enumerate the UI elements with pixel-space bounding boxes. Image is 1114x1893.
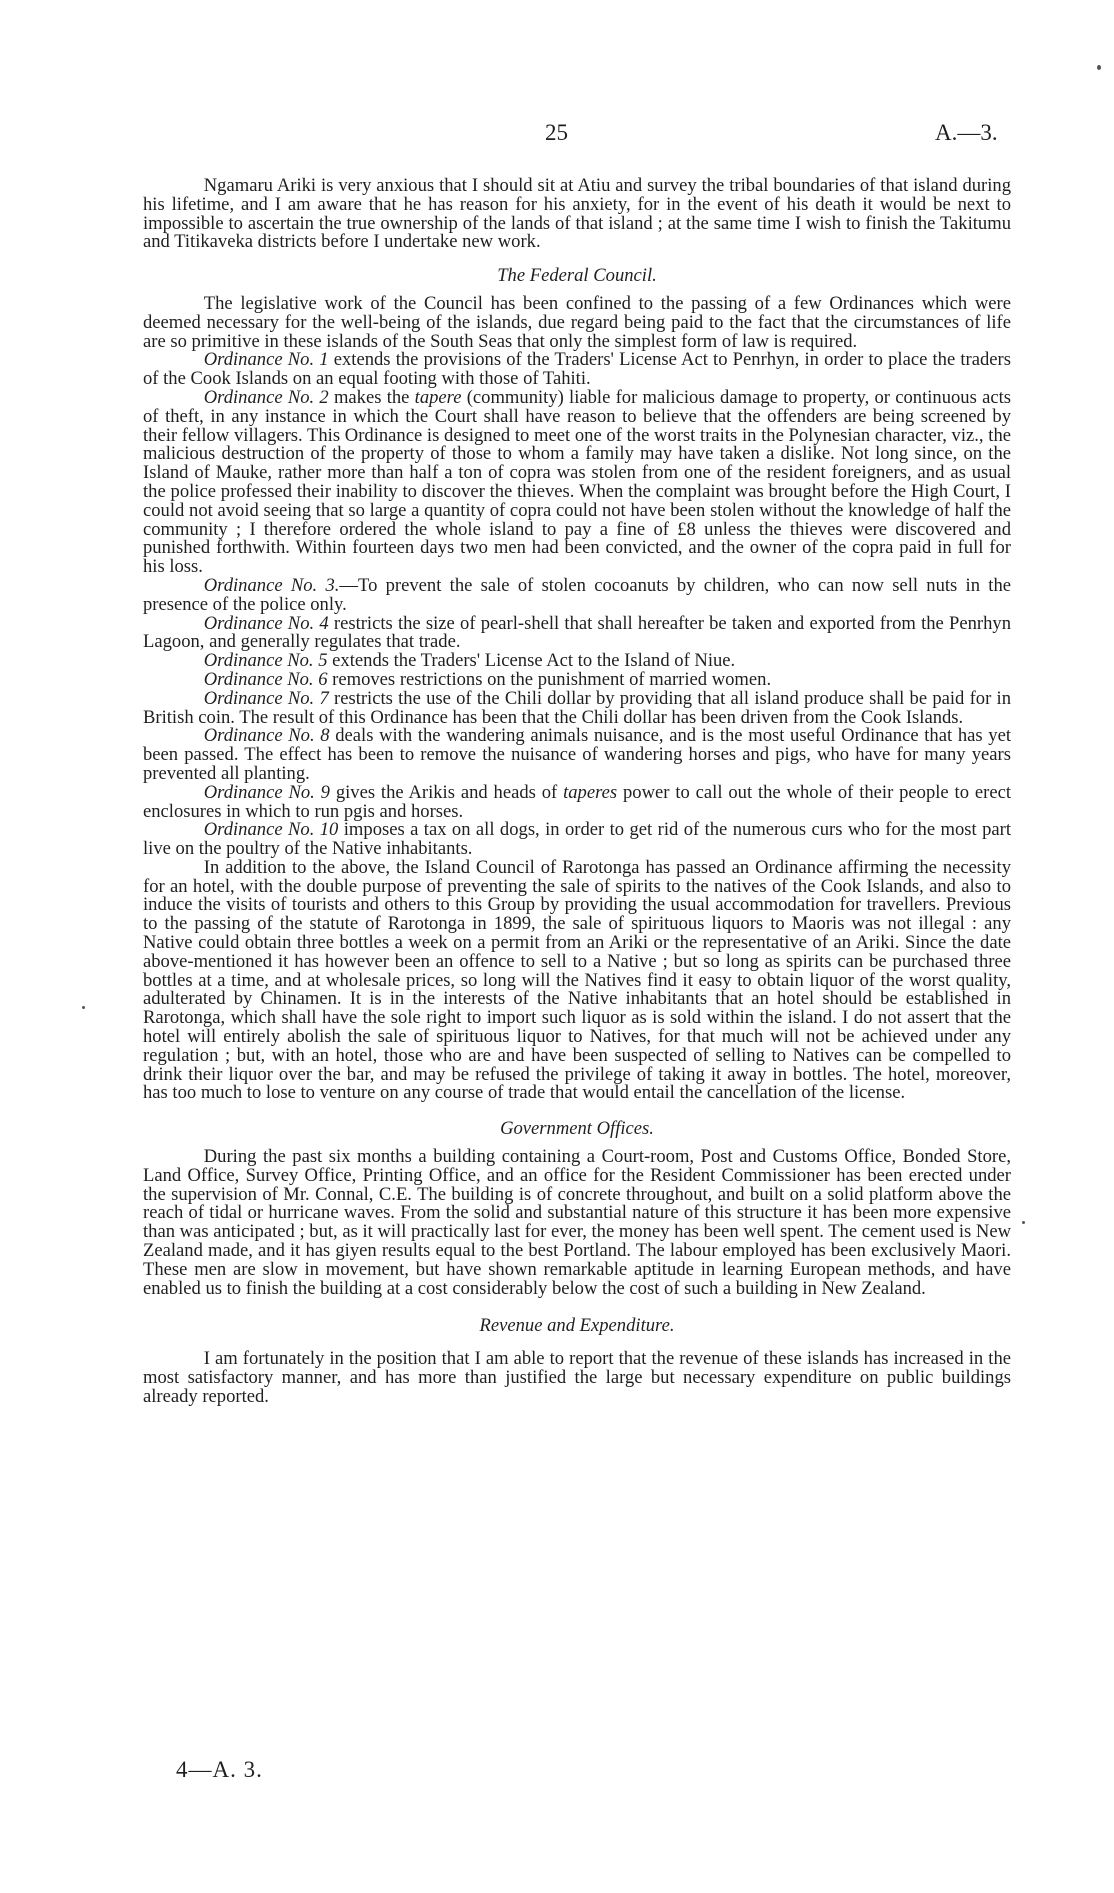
ordinance-8-label: Ordinance No. 8 <box>203 725 330 747</box>
document-reference: A.—3. <box>935 120 998 145</box>
ordinance-10-label: Ordinance No. 10 <box>203 819 339 841</box>
ordinance-2-label: Ordinance No. 2 <box>203 386 329 408</box>
ordinance-9-text-b: power to call out the whole of their people to erect enclosures in which to run pgis and horses. <box>143 781 1011 822</box>
paragraph-ordinance-3 <box>143 574 1011 615</box>
ordinance-2-tapere: tapere <box>414 386 462 408</box>
ordinance-6-text: removes restrictions on the punishment of married women. <box>327 668 772 690</box>
paragraph-ordinance-7 <box>143 687 1011 728</box>
section-heading-government-offices: Government Offices. <box>500 1118 654 1140</box>
ordinance-1-text: extends the provisions of the Traders' License Act to Penrhyn, in order to place the traders of the Cook Islands on an equal footing with those of Tahiti. <box>143 349 1011 390</box>
paragraph-legislative-work: The legislative work of the Council has been confined to the passing of a few Ordinances which were deemed necessary for the well-being of the islands, due regard being paid to the fact that the circumstances of life are so primitive in these islands of the South Seas that only the simplest form of law is required. <box>143 292 1011 352</box>
paragraph-revenue: I am fortunately in the position that I am able to report that the revenue of these islands has increased in the most satisfactory manner, and has more than justified the large but necessary expenditure on public buildings already reported. <box>143 1348 1011 1407</box>
ordinance-3-text: —To prevent the sale of stolen cocoanuts by children, who can now sell nuts in the presence of the police only. <box>143 574 1011 615</box>
ordinance-2-text-b: (community) liable for malicious damage to property, or continuous acts of theft, in any instance in which the Court shall have reason to believe that the offenders are being screened by their fellow villagers. This Ordinance is designed to meet one of the worst traits in the Polynesian character, viz., the malicious destruction of the property of those to whom a family may have taken a dislike. Not long since, on the Island of Mauke, rather more than half a ton of copra was stolen from one of the resident foreigners, and as usual the police professed their inability to discover the thieves. When the complaint was brought before the High Court, I could not avoid seeing that so large a quantity of copra could not have been stolen without the knowledge of half the community ; I therefore ordered the whole island to pay a fine of £8 unless the thieves were discovered and punished forthwith. Within fourteen days two men had been convicted, and the owner of the copra paid in full for his loss. <box>143 386 1011 578</box>
ordinance-6-label: Ordinance No. 6 <box>203 668 328 690</box>
ordinance-3-label: Ordinance No. 3. <box>203 574 340 596</box>
paragraph-ordinance-1 <box>143 351 1011 389</box>
paragraph-ordinance-9 <box>143 781 1011 822</box>
scan-speck <box>1097 65 1101 70</box>
ordinance-4-label: Ordinance No. 4 <box>203 612 329 634</box>
ordinance-5-text: extends the Traders' License Act to the Island of Niue. <box>327 650 736 672</box>
ordinance-5-label: Ordinance No. 5 <box>203 650 328 672</box>
section-heading-revenue-expenditure: Revenue and Expenditure. <box>479 1315 675 1337</box>
scan-speck <box>82 1006 85 1009</box>
ordinance-8-text: deals with the wandering animals nuisance, and is the most useful Ordinance that has yet been passed. The effect has been to remove the nuisance of wandering horses and pigs, who have for many years prevented all planting. <box>143 725 1011 784</box>
paragraph-ordinance-8 <box>143 727 1011 783</box>
paragraph-ordinance-10 <box>143 821 1011 859</box>
paragraph-hotel-ordinance: In addition to the above, the Island Council of Rarotonga has passed an Ordinance affirming the necessity for an hotel, with the double purpose of preventing the sale of spirits to the natives of the Cook Islands, and also to induce the visits of tourists and others to this Group by providing the usual accommodation for travellers. Previous to the passing of the statute of Rarotonga in 1899, the sale of spirituous liquors to Maoris was not illegal : any Native could obtain three bottles a week on a permit from an Ariki or the representative of an Ariki. Since the date above-mentioned it has however been an offence to sell to a Native ; but so long as spirits can be purchased three bottles at a time, and at wholesale prices, so long will the Natives find it easy to obtain liquor of the worst quality, adulterated by Chinamen. It is in the interests of the Native inhabitants that an hotel should be established in Rarotonga, which shall have the sole right to import such liquor as is sold within the island. I do not assert that the hotel will entirely abolish the sale of spirituous liquor to Natives, for that much will not be achieved under any regulation ; but, with an hotel, those who are and have been suspected of selling to Natives can be compelled to drink their liquor over the bar, and may be refused the privilege of taking it away in bottles. The hotel, moreover, has too much to lose to venture on any course of trade that would entail the cancellation of the license. <box>143 856 1011 1104</box>
ordinance-9-label: Ordinance No. 9 <box>203 781 330 803</box>
ordinance-9-text-a: gives the Arikis and heads of <box>329 781 564 803</box>
ordinance-2-text-a: makes the <box>328 386 415 408</box>
page-number: 25 <box>545 120 568 145</box>
ordinance-1-label: Ordinance No. 1 <box>203 349 329 371</box>
signature-mark: 4—A. 3. <box>176 1757 263 1782</box>
scan-speck <box>1022 1221 1025 1224</box>
paragraph-government-offices: During the past six months a building containing a Court-room, Post and Customs Office, Bonded Store, Land Office, Survey Office, Printing Office, and an office for the Resident Commissioner has been erected under the supervision of Mr. Connal, C.E. The building is of concrete throughout, and built on a solid platform above the reach of tidal or hurricane waves. From the solid and substantial nature of this structure it has been more expensive than was anticipated ; but, as it will practically last for ever, the money has been well spent. The cement used is New Zealand made, and it has giyen results equal to the best Portland. The labour employed has been exclusively Maori. These men are slow in movement, but have shown remarkable aptitude in learning European methods, and have enabled us to finish the building at a cost considerably below the cost of such a building in New Zealand. <box>143 1146 1011 1299</box>
section-heading-federal-council: The Federal Council. <box>497 265 657 287</box>
paragraph-atiu-survey: Ngamaru Ariki is very anxious that I should sit at Atiu and survey the tribal boundaries of that island during his lifetime, and I am aware that he has reason for his anxiety, for in the event of his death it would be next to impossible to ascertain the true ownership of the lands of that island ; at the same time I wish to finish the Takitumu and Titikaveka districts before I undertake new work. <box>143 175 1011 253</box>
ordinance-7-label: Ordinance No. 7 <box>203 687 329 709</box>
ordinance-4-text: restricts the size of pearl-shell that shall hereafter be taken and exported from the Penrhyn Lagoon, and generally regulates that trade. <box>143 612 1011 653</box>
ordinance-9-taperes: taperes <box>563 781 618 803</box>
ordinance-7-text: restricts the use of the Chili dollar by providing that all island produce shall be paid for in British coin. The result of this Ordinance has been that the Chili dollar has been driven from the Cook Islands. <box>143 687 1011 728</box>
ordinance-10-text: imposes a tax on all dogs, in order to get rid of the numerous curs who for the most part live on the poultry of the Native inhabitants. <box>143 819 1011 860</box>
paragraph-ordinance-2 <box>143 386 1011 578</box>
document-body <box>143 177 1011 1407</box>
paragraph-ordinance-4 <box>143 612 1011 653</box>
page-header <box>0 120 1114 150</box>
